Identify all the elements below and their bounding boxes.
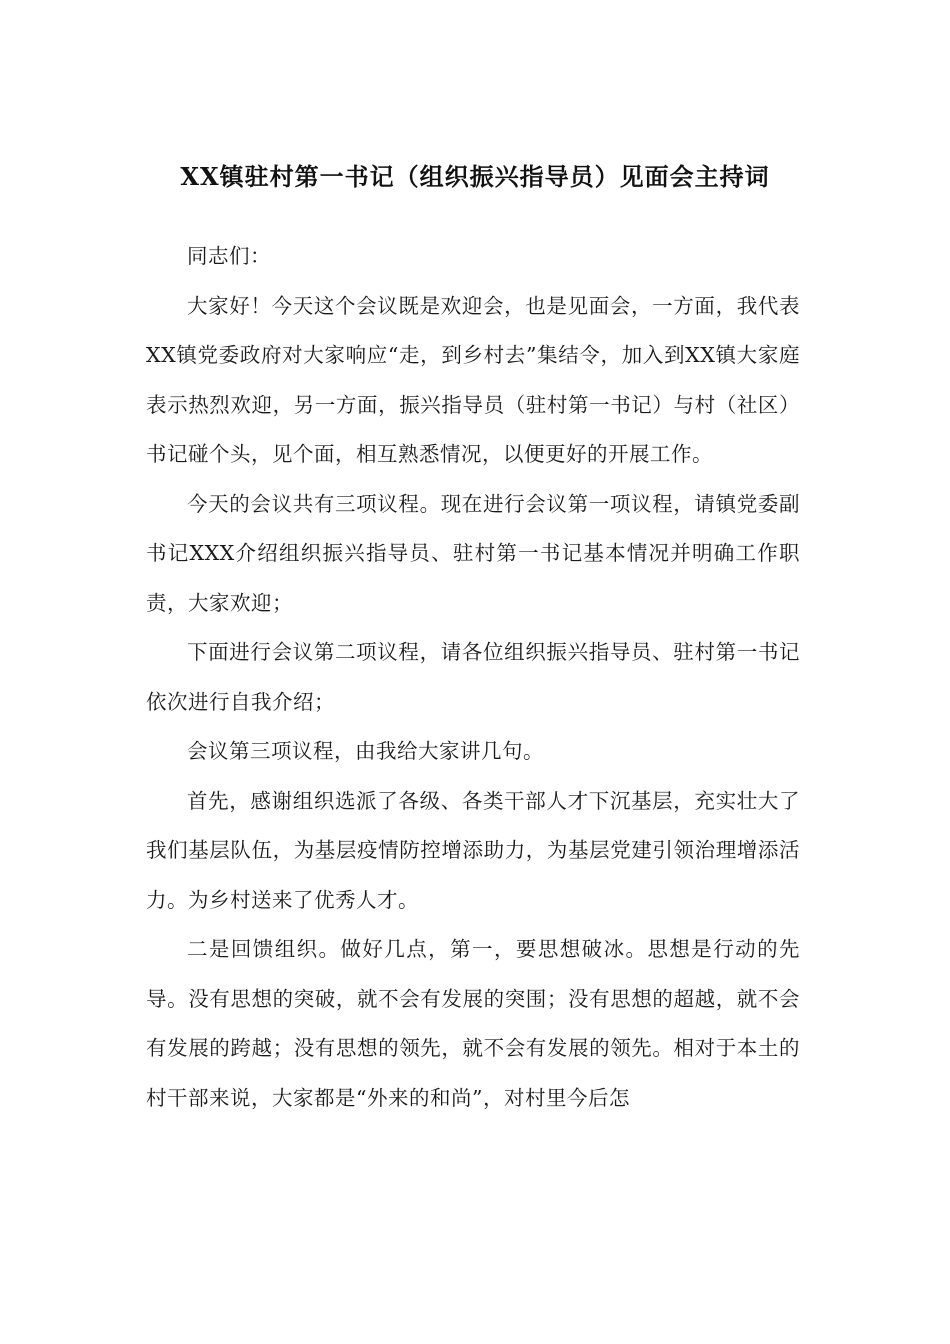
document-title: XX镇驻村第一书记（组织振兴指导员）见面会主持词 [180,162,770,191]
paragraph-salutation: 同志们： [187,244,271,268]
paragraph-agenda-item-2: 下面进行会议第二项议程，请各位组织振兴指导员、驻村第一书记依次进行自我介绍； [146,640,800,714]
paragraph-agenda-item-3: 会议第三项议程，由我给大家讲几句。 [187,739,544,763]
paragraph-welcome: 大家好！今天这个会议既是欢迎会，也是见面会，一方面，我代表XX镇党委政府对大家响应“走，到乡村去”集结令，加入到XX镇大家庭表示热烈欢迎，另一方面，振兴指导员（驻村第一书记）与村（社区）书记碰个头，见个面，相互熟悉情况，以便更好的开展工作。 [146,293,800,466]
paragraph-agenda-item-1: 今天的会议共有三项议程。现在进行会议第一项议程，请镇党委副书记XXX介绍组织振兴指导员、驻村第一书记基本情况并明确工作职责，大家欢迎； [146,491,800,615]
paragraph-thanks: 首先，感谢组织选派了各级、各类干部人才下沉基层，充实壮大了我们基层队伍，为基层疫情防控增添助力，为基层党建引领治理增添活力。为乡村送来了优秀人才。 [146,788,800,912]
paragraph-feedback: 二是回馈组织。做好几点，第一，要思想破冰。思想是行动的先导。没有思想的突破，就不会有发展的突围；没有思想的超越，就不会有发展的跨越；没有思想的领先，就不会有发展的领先。相对于本土的村干部来说，大家都是“外来的和尚”，对村里今后怎 [146,937,800,1110]
document-body [146,232,800,1123]
